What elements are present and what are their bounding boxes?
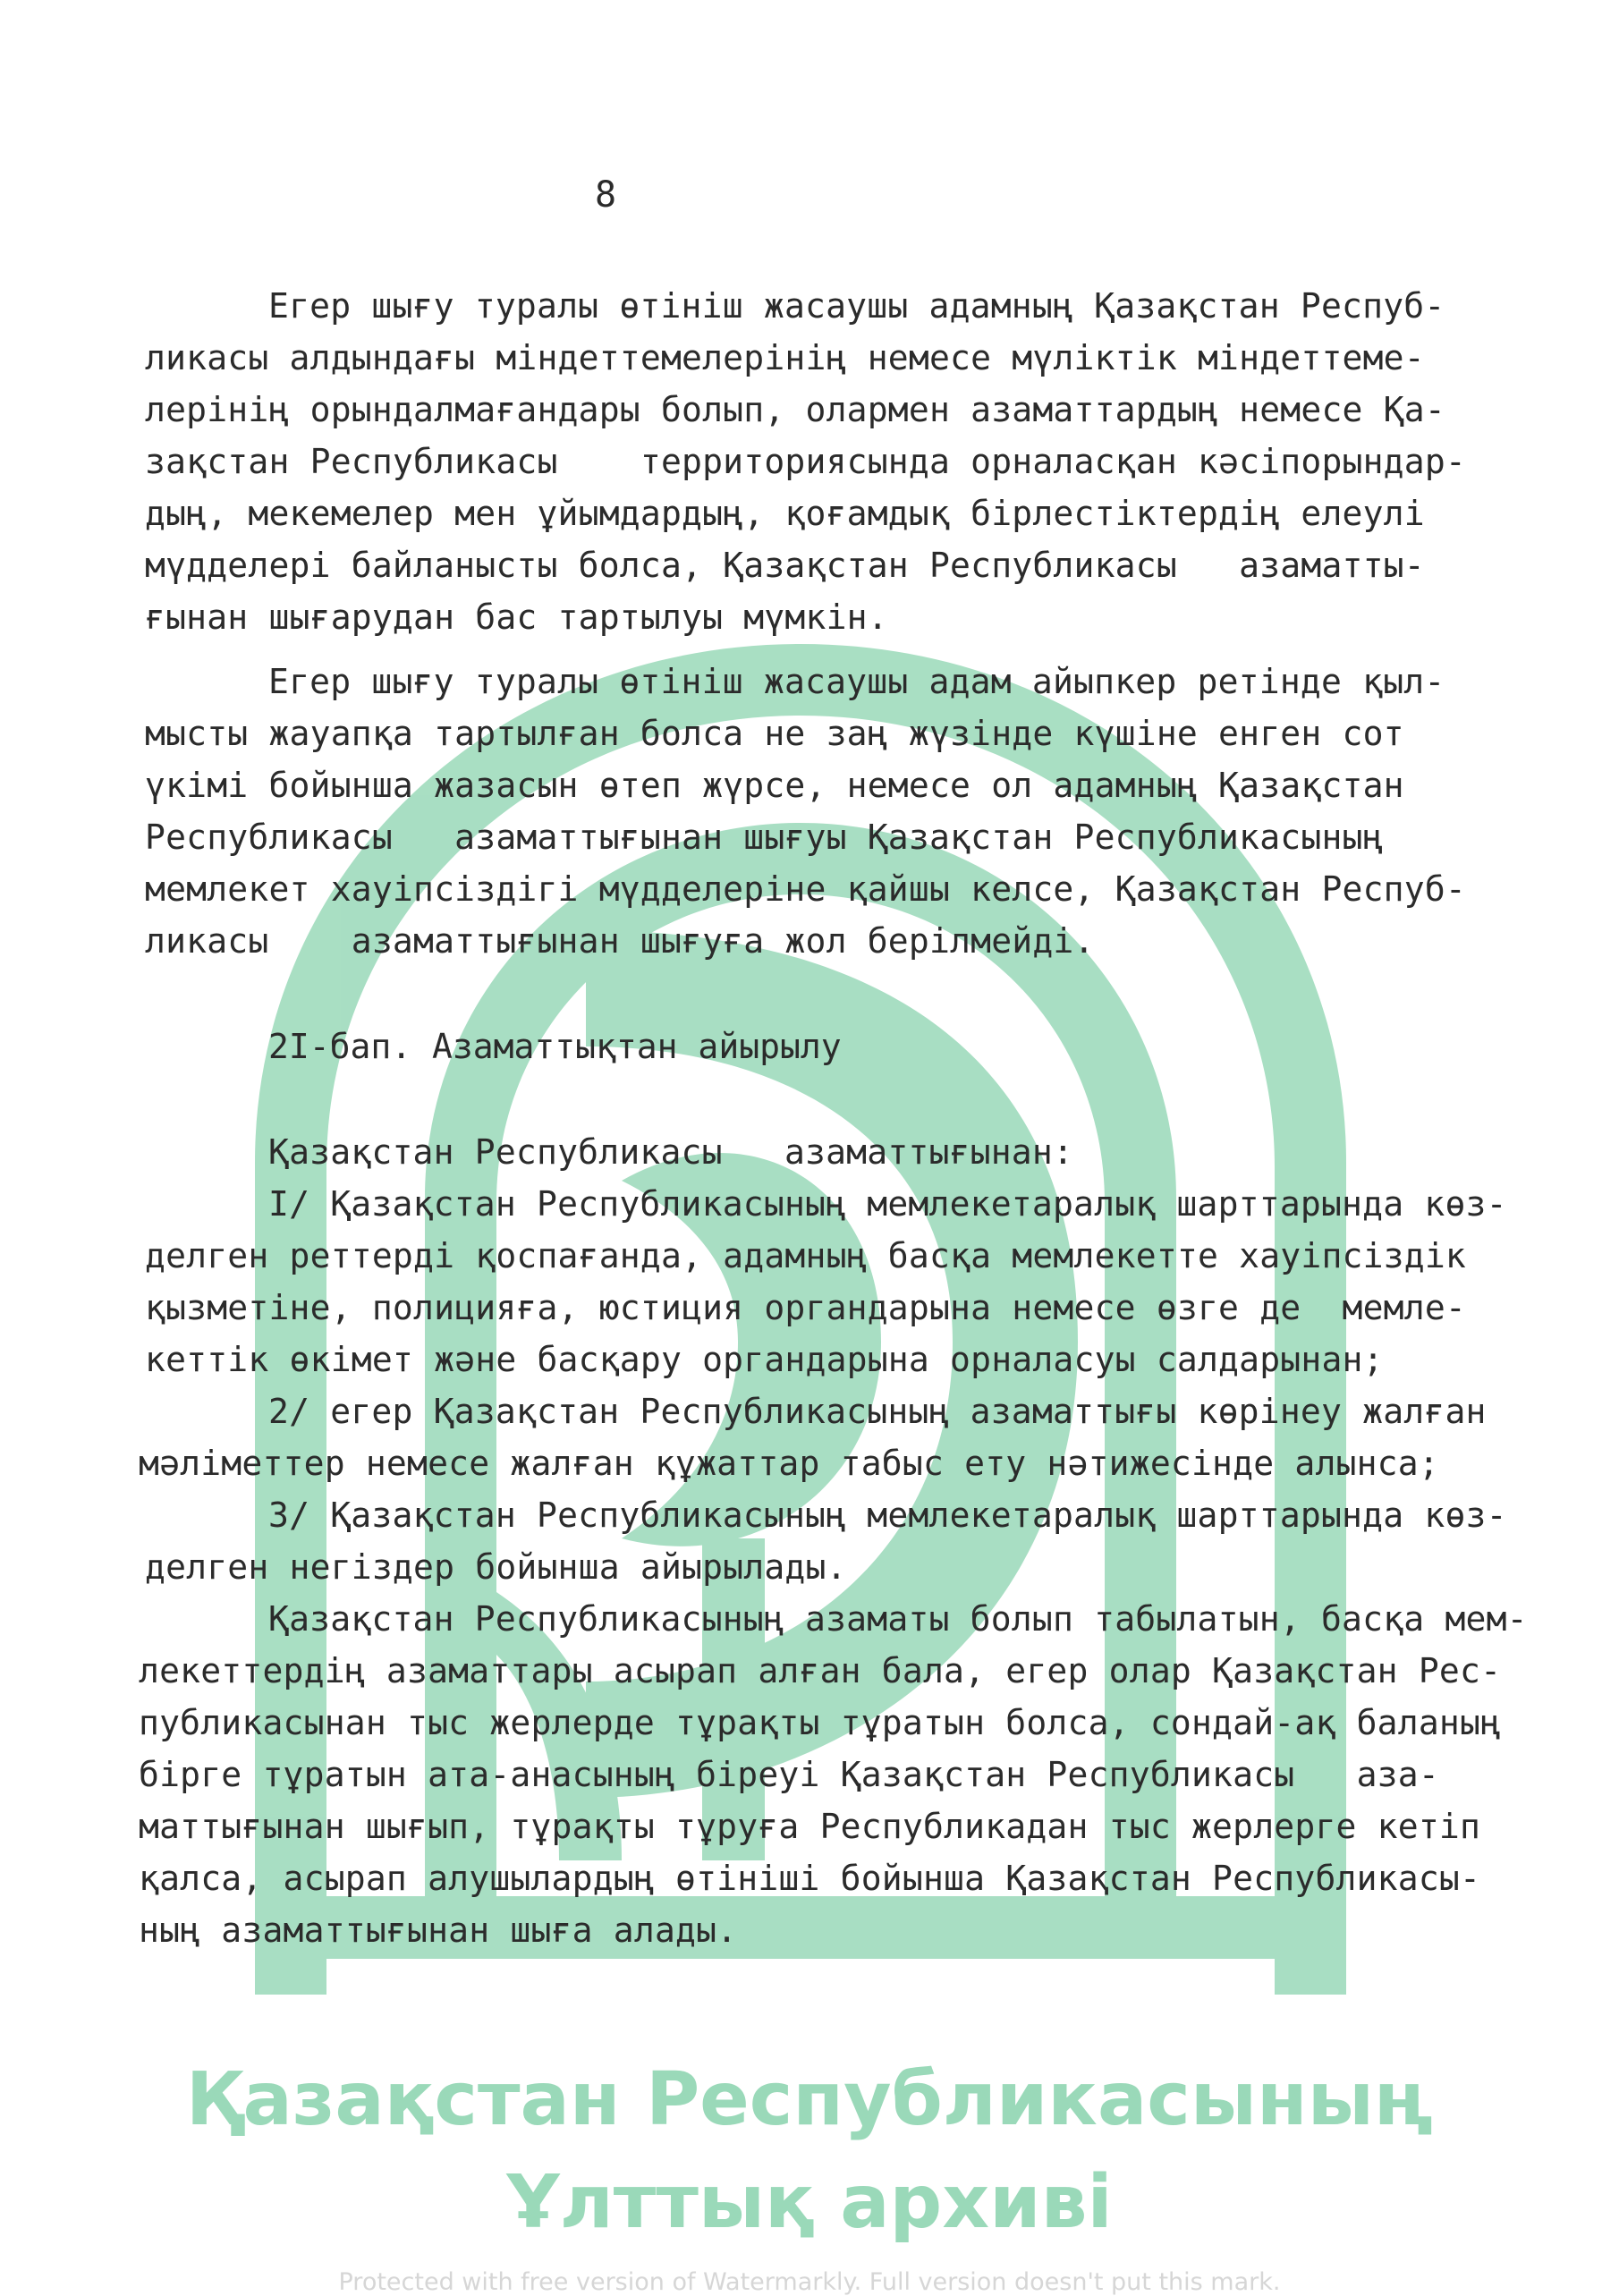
paragraph-2-line: Егер шығу туралы өтініш жасаушы адам айыпкер ретінде қыл- (268, 662, 1445, 701)
paragraph-3-line: делген реттерді қоспағанда, адамның басқа мемлекетте хауіпсіздік (145, 1236, 1466, 1275)
paragraph-4-line: маттығынан шығып, тұрақты тұруға Республикадан тыс жерлерге кетіп (139, 1807, 1481, 1846)
paragraph-4-line: публикасынан тыс жерлерде тұрақты тұратын болса, сондай-ақ баланың (139, 1703, 1502, 1742)
paragraph-4-line: бірге тұратын ата-анасының біреуі Қазақстан Республикасы аза- (139, 1755, 1439, 1794)
paragraph-1-line: зақстан Республикасы территориясында орналасқан кәсіпорындар- (145, 442, 1466, 481)
paragraph-3-line: мәліметтер немесе жалған құжаттар табыс ету нәтижесінде алынса; (139, 1444, 1439, 1483)
paragraph-4-line: лекеттердің азаматтары асырап алған бала, егер олар Қазақстан Рес- (139, 1651, 1502, 1690)
page-number: 8 (595, 174, 617, 216)
paragraph-1-line: лерінің орындалмағандары болып, олармен азаматтардың немесе Қа- (145, 390, 1445, 429)
paragraph-3-line: қызметіне, полицияға, юстиция органдарына немесе өзге де мемле- (145, 1288, 1466, 1327)
paragraph-2-line: мысты жауапқа тартылған болса не заң жүзінде күшіне енген сот (145, 714, 1404, 753)
paragraph-4-line: Қазақстан Республикасының азаматы болып табылатын, басқа мем- (268, 1599, 1528, 1639)
paragraph-1-line: ликасы алдындағы міндеттемелерінің немесе мүліктік міндеттеме- (145, 338, 1425, 377)
paragraph-3-line: I/ Қазақстан Республикасының мемлекетаралық шарттарында көз- (268, 1184, 1507, 1224)
paragraph-2-line: Республикасы азаматтығынан шығуы Қазақстан Республикасының (145, 818, 1384, 857)
paragraph-3-line: 2/ егер Қазақстан Республикасының азаматтығы көрінеу жалған (268, 1392, 1487, 1431)
paragraph-1-line: ғынан шығарудан бас тартылуы мүмкін. (145, 597, 888, 637)
article-heading: 2I-бап. Азаматтықтан айырылу (268, 1027, 842, 1066)
paragraph-1-line: мүдделері байланысты болса, Қазақстан Республикасы азаматты- (145, 546, 1425, 585)
watermark-notice: Protected with free version of Watermarkly. Full version doesn't put this mark. (338, 2268, 1281, 2296)
paragraph-4-line: ның азаматтығынан шыға алады. (139, 1911, 738, 1950)
paragraph-3-line: 3/ Қазақстан Республикасының мемлекетаралық шарттарында көз- (268, 1495, 1507, 1535)
paragraph-4-line: қалса, асырап алушылардың өтініші бойынша Қазақстан Республикасы- (139, 1859, 1481, 1898)
paragraph-2-line: мемлекет хауіпсіздігі мүдделеріне қайшы келсе, Қазақстан Респуб- (145, 869, 1466, 909)
paragraph-1-line: Егер шығу туралы өтініш жасаушы адамның Қазақстан Респуб- (268, 286, 1445, 326)
watermark-subtitle: Ұлттық архиві (506, 2160, 1113, 2245)
paragraph-3-line: делген негіздер бойынша айырылады. (145, 1547, 847, 1587)
paragraph-2-line: ликасы азаматтығынан шығуға жол берілмейді. (145, 921, 1095, 961)
paragraph-3-line: Қазақстан Республикасы азаматтығынан: (268, 1132, 1074, 1172)
paragraph-1-line: дың, мекемелер мен ұйымдардың, қоғамдық бірлестіктердің елеулі (145, 494, 1425, 533)
paragraph-2-line: үкімі бойынша жазасын өтеп жүрсе, немесе ол адамның Қазақстан (145, 766, 1404, 805)
watermark-title: Қазақстан Республикасының (185, 2057, 1434, 2142)
paragraph-3-line: кеттік өкімет және басқару органдарына орналасуы салдарынан; (145, 1340, 1384, 1379)
